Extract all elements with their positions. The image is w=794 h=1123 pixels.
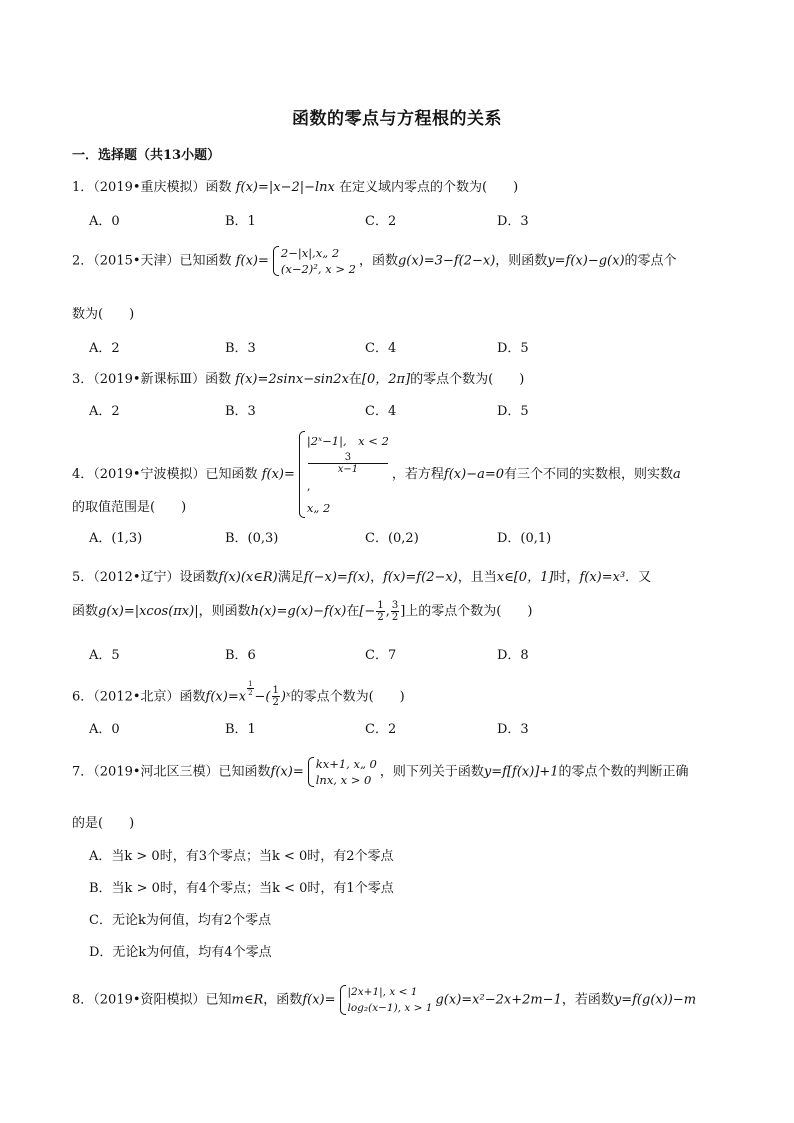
option-a[interactable]: A．5 (89, 648, 120, 663)
question-7: 7．（2019•河北区三模）已知函数f(x)= kx+1, x„ 0 lnx, x > 0 ，则下列关于函数y=f[f(x)]+1的零点个数的判断正确 (72, 757, 689, 787)
question-4-line2: 的取值范围是( ) (72, 500, 187, 515)
option-c[interactable]: C．(0,2) (365, 531, 419, 546)
option-b[interactable]: B．1 (225, 722, 256, 737)
option-b[interactable]: B．3 (225, 341, 256, 356)
option-c[interactable]: C．4 (365, 404, 397, 419)
option-b[interactable]: B．3 (225, 404, 256, 419)
section-heading: 一．选择题（共13小题） (72, 148, 221, 163)
option-a[interactable]: A．0 (89, 722, 120, 737)
piecewise-brace: kx+1, x„ 0 lnx, x > 0 (307, 756, 377, 788)
question-7-line2: 的是( ) (72, 816, 135, 831)
option-b[interactable]: B．6 (225, 648, 256, 663)
option-d[interactable]: D．无论k为何值，均有4个零点 (89, 945, 272, 960)
option-a[interactable]: A．2 (89, 404, 120, 419)
option-b[interactable]: B．1 (225, 214, 256, 229)
option-d[interactable]: D．8 (497, 648, 529, 663)
option-b[interactable]: B．当k > 0时，有4个零点；当k < 0时，有1个零点 (89, 881, 394, 896)
option-b[interactable]: B．(0,3) (225, 531, 279, 546)
option-a[interactable]: A．0 (89, 214, 120, 229)
piecewise-brace: |2x+1|, x < 1 log₂(x−1), x > 1 (339, 984, 433, 1016)
option-d[interactable]: D．3 (497, 722, 529, 737)
option-d[interactable]: D．5 (497, 341, 529, 356)
option-a[interactable]: A．(1,3) (89, 531, 143, 546)
option-a[interactable]: A．2 (89, 341, 120, 356)
option-d[interactable]: D．(0,1) (497, 531, 552, 546)
option-c[interactable]: C．无论k为何值，均有2个零点 (89, 913, 272, 928)
option-c[interactable]: C．7 (365, 648, 397, 663)
question-2: 2．（2015•天津）已知函数 f(x)= 2−|x|,x„ 2 (x−2)², x > 2 ，函数g(x)=3−f(2−x)，则函数y=f(x)−g(x)的零点个 (72, 246, 677, 276)
option-d[interactable]: D．5 (497, 404, 529, 419)
q1-expression: f(x)=|x−2|−lnx (235, 180, 335, 195)
option-c[interactable]: C．2 (365, 214, 397, 229)
piecewise-brace: |2ˣ−1|, x < 2 3 x−1 , x„ 2 (298, 430, 389, 519)
question-3: 3．（2019•新课标Ⅲ）函数 f(x)=2sinx−sin2x在[0，2π]的零点个数为( ) (72, 372, 525, 387)
question-2-line2: 数为( ) (72, 307, 135, 322)
piecewise-brace: 2−|x|,x„ 2 (x−2)², x > 2 (272, 245, 356, 277)
option-d[interactable]: D．3 (497, 214, 529, 229)
question-4: 4．（2019•宁波模拟）已知函数 f(x)= |2ˣ−1|, x < 2 3 x−1 , x„ 2 ，若方程f(x)−a=0有三个不同的实数根，则实数a (72, 430, 681, 519)
question-5: 5．（2012•辽宁）设函数f(x)(x∈R)满足f(−x)=f(x)，f(x)=f(2−x)，且当x∈[0，1]时，f(x)=x³．又 (72, 570, 652, 585)
option-a[interactable]: A．当k > 0时，有3个零点；当k < 0时，有2个零点 (89, 849, 394, 864)
option-c[interactable]: C．4 (365, 341, 397, 356)
question-5-line2: 函数g(x)=|xcos(πx)|，则函数h(x)=g(x)−f(x)在[− $\frac{1}{2}$ , $\frac{3}{2}$ ]上的零点个数为( ) (72, 600, 533, 623)
question-8: 8．（2019•资阳模拟）已知m∈R，函数f(x)= |2x+1|, x < 1 log₂(x−1), x > 1 g(x)=x²−2x+2m−1，若函数y=f(g(x))−m (72, 986, 697, 1014)
page-title: 函数的零点与方程根的关系 (292, 109, 502, 129)
question-1: 1．（2019•重庆模拟）函数 f(x)=|x−2|−lnx 在定义域内零点的个数为( ) (72, 180, 519, 195)
question-6: 6．（2012•北京）函数f(x)=x $\frac{1}{2}$ −( $\frac{1}{2}$ )ˣ的零点个数为( ) (72, 680, 405, 709)
option-c[interactable]: C．2 (365, 722, 397, 737)
